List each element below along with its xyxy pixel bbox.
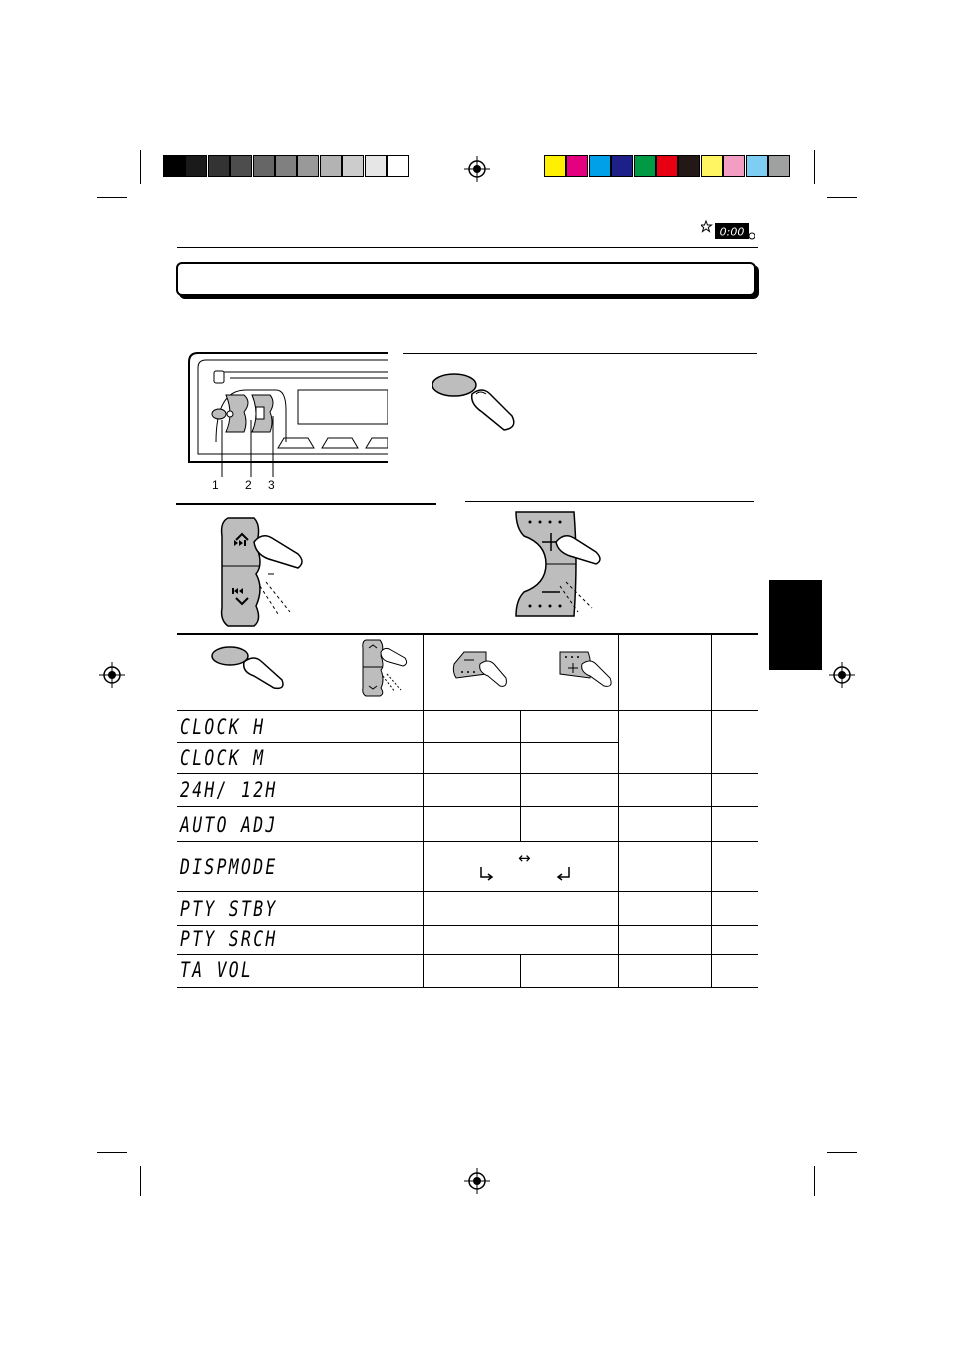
plus-button-press-icon — [554, 648, 616, 696]
gray-swatch — [163, 155, 185, 177]
section-title-bar — [176, 262, 756, 296]
lcd-row-clock-hour: CLOCK H — [180, 715, 266, 739]
finger-press-icon — [210, 646, 290, 690]
step2-rule — [176, 503, 436, 505]
up-down-rocker-icon — [361, 638, 411, 698]
color-swatch — [566, 155, 588, 177]
gray-swatch — [297, 155, 319, 177]
swap-arrow-icon: ↔ — [518, 849, 531, 867]
loop-arrow-right-icon — [556, 866, 572, 882]
clock-star-icon — [701, 220, 755, 242]
color-swatch — [701, 155, 723, 177]
header-rule — [177, 247, 758, 248]
callout-label: 2 — [245, 478, 252, 492]
finger-press-icon — [432, 372, 522, 436]
registration-crosshair-icon — [829, 662, 855, 688]
clock-badge-text: 0:00 — [719, 225, 745, 239]
gray-swatch — [342, 155, 364, 177]
gray-swatch — [387, 155, 409, 177]
color-swatch — [768, 155, 790, 177]
color-swatch — [746, 155, 768, 177]
color-swatch — [611, 155, 633, 177]
registration-crosshair-icon — [464, 156, 490, 182]
callout-label: 3 — [268, 478, 275, 492]
color-swatch — [634, 155, 656, 177]
gray-swatch — [365, 155, 387, 177]
gray-swatch — [185, 155, 207, 177]
plus-minus-rocker-icon — [512, 508, 604, 620]
gray-swatch — [320, 155, 342, 177]
gray-swatch — [275, 155, 297, 177]
panel-faceplate-icon — [186, 350, 388, 482]
color-swatch — [723, 155, 745, 177]
step1-rule — [403, 353, 757, 354]
lcd-row-24h-12h: 24H/ 12H — [180, 778, 278, 802]
lcd-row-pty-srch: PTY SRCH — [180, 927, 278, 951]
up-down-rocker-icon — [220, 516, 306, 628]
color-swatch — [678, 155, 700, 177]
callout-label: 1 — [212, 478, 219, 492]
registration-crosshair-icon — [464, 1168, 490, 1194]
step3-rule — [465, 501, 754, 502]
lcd-row-pty-stby: PTY STBY — [180, 897, 278, 921]
loop-arrow-left-icon — [478, 866, 494, 882]
language-side-tab — [769, 580, 822, 670]
registration-crosshair-icon — [99, 662, 125, 688]
lcd-row-ta-vol: TA VOL — [180, 958, 254, 982]
color-swatch — [589, 155, 611, 177]
minus-button-press-icon — [450, 648, 510, 696]
lcd-row-clock-minute: CLOCK M — [180, 746, 266, 770]
gray-swatch — [208, 155, 230, 177]
lcd-row-dispmode: DISPMODE — [180, 855, 278, 879]
lcd-row-auto-adj: AUTO ADJ — [180, 813, 278, 837]
color-swatch — [656, 155, 678, 177]
gray-swatch — [253, 155, 275, 177]
color-swatch — [544, 155, 566, 177]
gray-swatch — [230, 155, 252, 177]
